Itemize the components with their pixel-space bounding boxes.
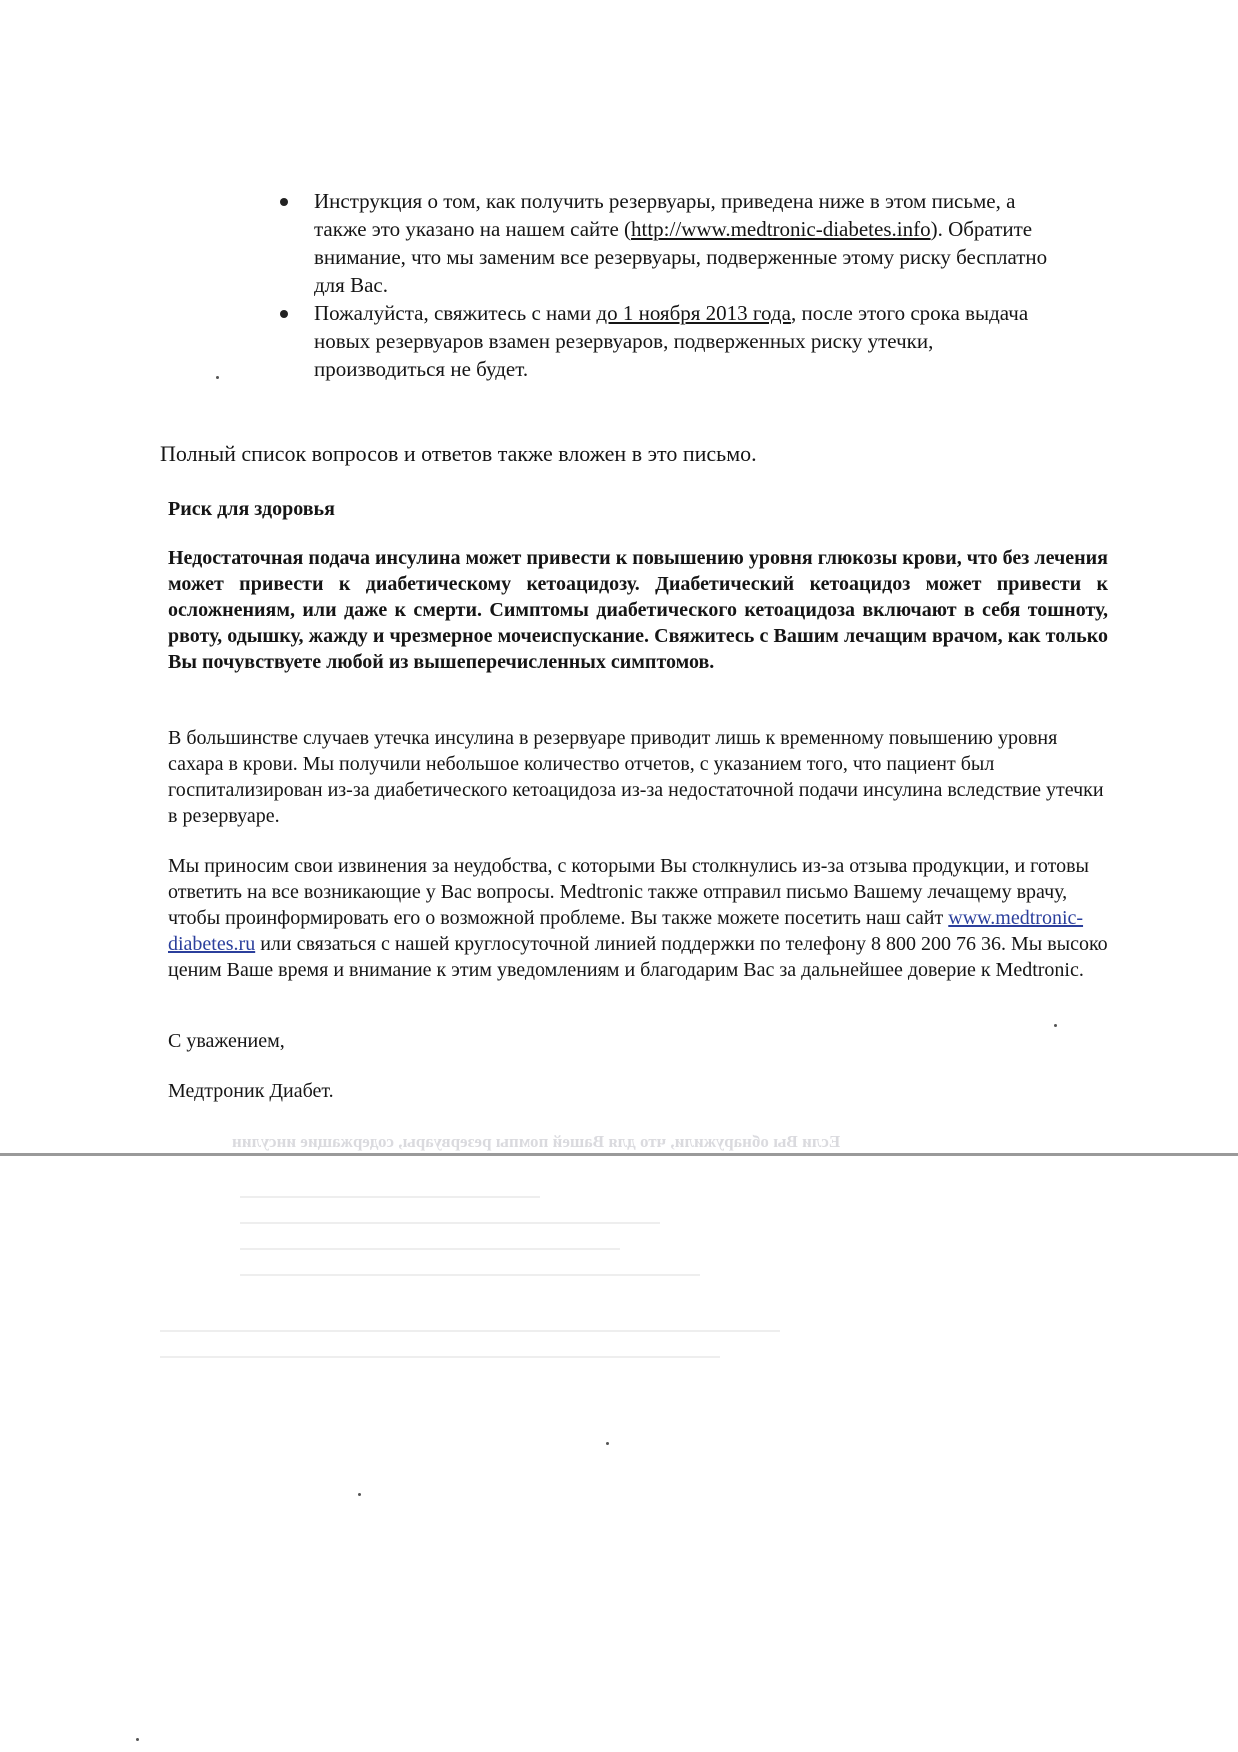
bleed-through-line — [160, 1356, 720, 1358]
bleed-through-line — [240, 1274, 700, 1276]
website-link-info[interactable]: http://www.medtronic-diabetes.info — [631, 217, 931, 241]
bleed-through-line — [240, 1248, 620, 1250]
paragraph-leak-effects: В большинстве случаев утечка инсулина в резервуаре приводит лишь к временному повышению уровня сахара в крови. Мы получили небольшое количество отчетов, с указанием того, что пациент был госпитализирован из-за диабетического кетоацидоза из-за недостаточной подачи инсулина вследствие утечки в резервуаре. — [168, 727, 1104, 827]
bullet-item-deadline — [268, 299, 1068, 383]
paragraph-text: или связаться с нашей круглосуточной линией поддержки по телефону 8 800 200 76 36. Мы высоко ценим Ваше время и внимание к этим уведомлениям и благодарим Вас за дальнейшее доверие к Medtronic. — [168, 933, 1108, 981]
bleed-through-line — [160, 1330, 780, 1332]
bullet-text: ). Обратите внимание, что мы заменим все резервуары, подверженные этому риску бесплатно для Вас. — [314, 217, 1048, 297]
scan-speck — [606, 1442, 609, 1445]
scan-speck — [358, 1493, 361, 1496]
bleed-through-line — [240, 1196, 540, 1198]
scan-speck — [136, 1738, 139, 1741]
deadline-date: до 1 ноября 2013 года — [596, 301, 791, 325]
paragraph-text: Мы приносим свои извинения за неудобства, с которыми Вы столкнулись из-за отзыва продукции, и готовы ответить на все возникающие у Вас вопросы. Medtronic также отправил письмо Вашему лечащему врачу, чтобы проинформировать его о возможной проблеме. Вы также можете посетить наш сайт — [168, 855, 1089, 929]
paper-fold-line — [0, 1153, 1238, 1156]
qa-note: Полный список вопросов и ответов также вложен в это письмо. — [160, 441, 757, 466]
bleed-through-line — [240, 1222, 660, 1224]
section-heading-health-risk: Риск для здоровья — [168, 498, 335, 520]
closing-phrase: С уважением, — [168, 1030, 285, 1052]
bullet-list — [268, 187, 1068, 383]
bullet-text: , после этого срока выдача новых резервуаров взамен резервуаров, подверженных риску утечки, производиться не будет. — [314, 301, 1029, 381]
paragraph-apology-contact — [168, 853, 1108, 983]
bullet-dot-icon — [280, 198, 288, 206]
health-risk-warning: Недостаточная подача инсулина может привести к повышению уровня глюкозы крови, что без лечения может привести к диабетическому кетоацидозу. Диабетический кетоацидоз может привести к осложнениям, или даже к смерти. Симптомы диабетического кетоацидоза включают в себя тошноту, рвоту, одышку, жажду и чрезмерное мочеиспускание. Свяжитесь с Вашим лечащим врачом, как только Вы почувствуете любой из вышеперечисленных симптомов. — [168, 547, 1108, 673]
bullet-text: Пожалуйста, свяжитесь с нами — [314, 301, 597, 325]
scan-speck — [216, 376, 219, 379]
bleed-through-text: Если Вы обнаружили, что для Вашей помпы резервуары, содержащие инсулин — [232, 1132, 841, 1151]
website-link-ru[interactable]: www.medtronic-diabetes.ru — [168, 907, 1084, 955]
scan-speck — [1054, 1024, 1057, 1027]
bullet-item-instructions — [268, 187, 1068, 299]
bullet-text: Инструкция о том, как получить резервуары, приведена ниже в этом письме, а также это указано на нашем сайте ( — [314, 189, 1016, 241]
bullet-dot-icon — [280, 310, 288, 318]
signature: Медтроник Диабет. — [168, 1080, 334, 1102]
